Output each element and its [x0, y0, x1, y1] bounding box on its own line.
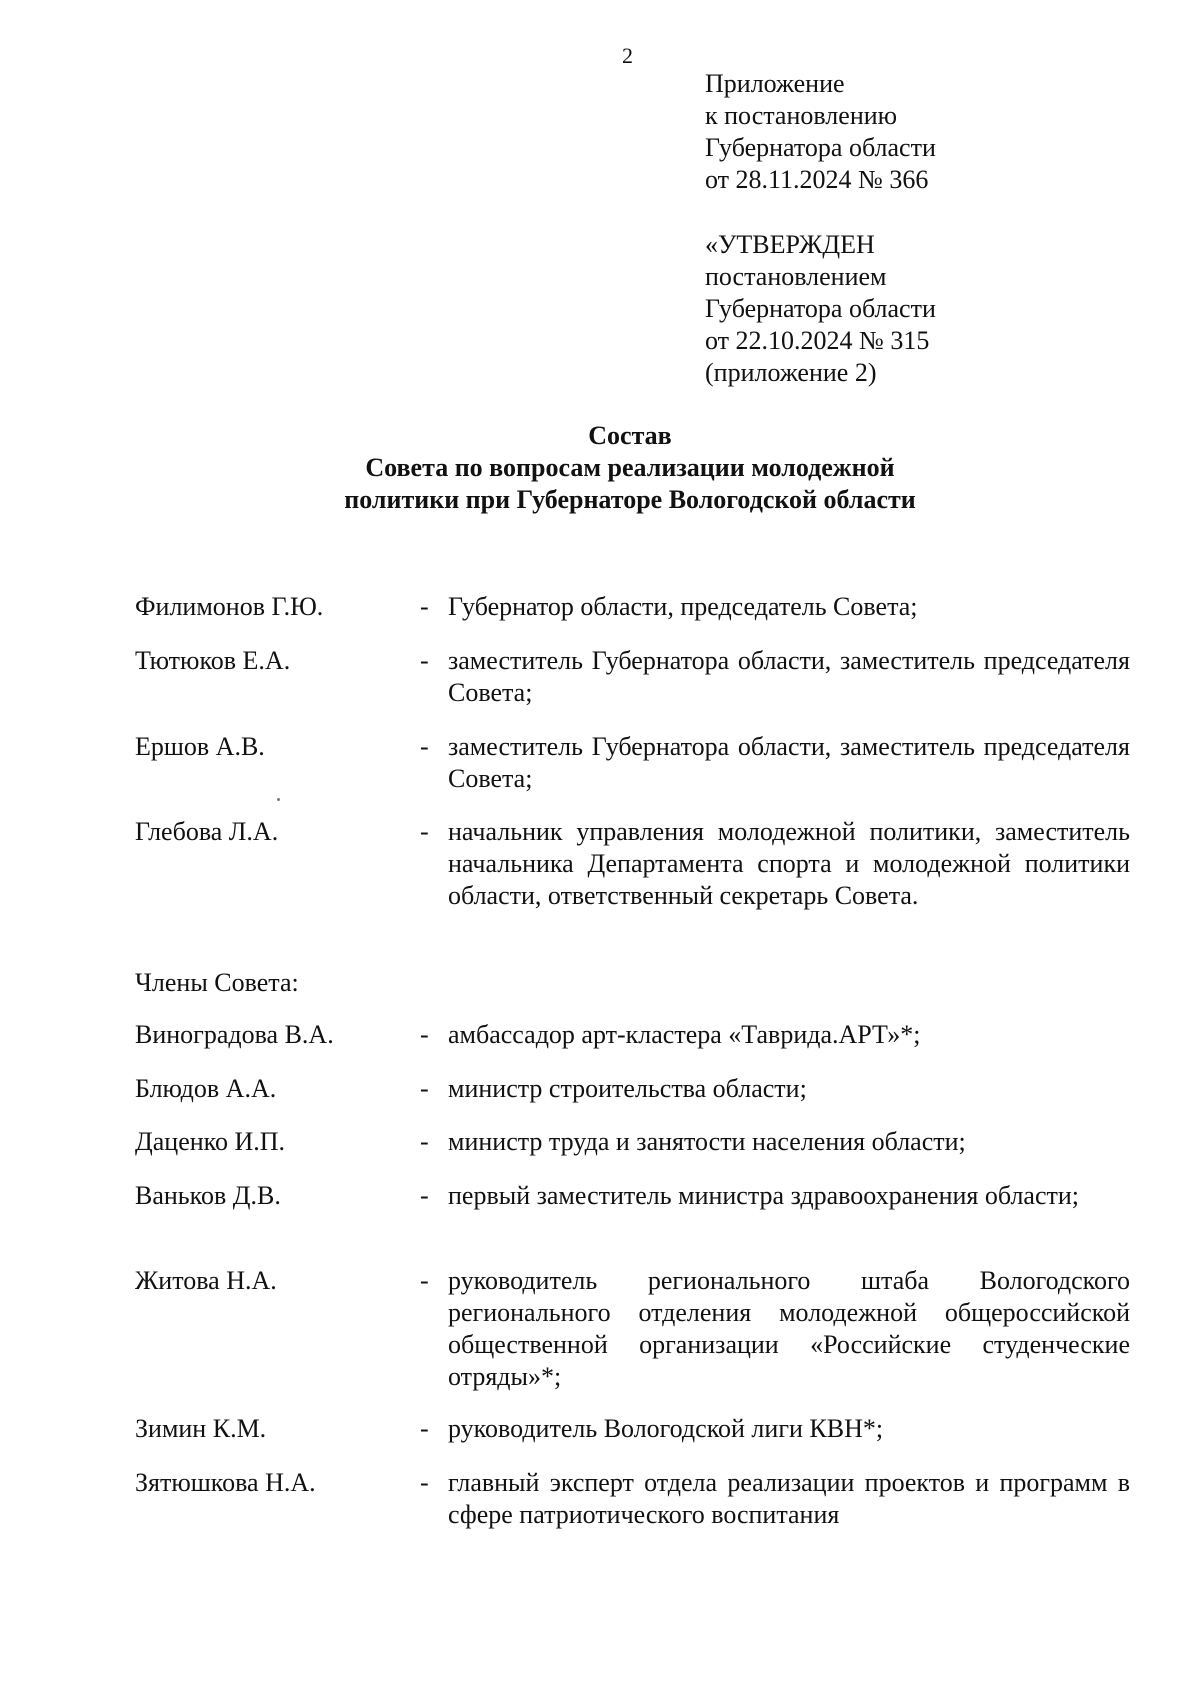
entry-dash: - [420, 1020, 429, 1049]
approved-line: Губернатора области [705, 294, 936, 323]
approved-line: «УТВЕРЖДЕН [705, 230, 875, 259]
person-name: Даценко И.П. [135, 1127, 286, 1156]
approved-line: от 22.10.2024 № 315 [705, 326, 930, 355]
person-name: Филимонов Г.Ю. [135, 592, 324, 621]
entry-dash: - [420, 1127, 429, 1156]
page-number: 2 [622, 43, 633, 68]
person-name: Ершов А.В. [135, 732, 265, 761]
person-role: министр строительства области; [448, 1074, 807, 1103]
appendix-line: Приложение [705, 69, 845, 98]
title-line: политики при Губернаторе Вологодской области [344, 485, 916, 514]
entry-dash: - [420, 1266, 429, 1295]
person-name: Виноградова В.А. [135, 1020, 334, 1049]
title-line: Состав [588, 421, 672, 450]
members-heading: Члены Совета: [135, 968, 299, 997]
person-role: первый заместитель министра здравоохранения области; [448, 1181, 1080, 1210]
appendix-header [705, 68, 936, 196]
entry-dash: - [420, 646, 429, 675]
person-role: главный эксперт отдела реализации проектов и программ в сфере патриотического воспитания [448, 1468, 1130, 1529]
entry-dash: - [420, 1181, 429, 1210]
scan-speck [277, 798, 280, 801]
entry-dash: - [420, 1468, 429, 1497]
appendix-line: к постановлению [705, 101, 898, 130]
approved-line: постановлением [705, 262, 887, 291]
title-line: Совета по вопросам реализации молодежной [365, 453, 895, 482]
approved-header [705, 229, 936, 389]
person-name: Блюдов А.А. [135, 1074, 277, 1103]
entry-dash: - [420, 592, 429, 621]
person-name: Зятюшкова Н.А. [135, 1468, 316, 1497]
person-name: Ваньков Д.В. [135, 1181, 281, 1210]
person-role: министр труда и занятости населения области; [448, 1127, 966, 1156]
person-name: Тютюков Е.А. [135, 646, 291, 675]
approved-line: (приложение 2) [705, 358, 877, 387]
person-role: заместитель Губернатора области, заместитель председателя Совета; [448, 732, 1130, 793]
person-role: амбассадор арт-кластера «Таврида.АРТ»*; [448, 1020, 921, 1049]
entry-dash: - [420, 732, 429, 761]
person-name: Зимин К.М. [135, 1414, 267, 1443]
appendix-line: от 28.11.2024 № 366 [705, 165, 929, 194]
person-name: Житова Н.А. [135, 1266, 277, 1295]
entry-dash: - [420, 817, 429, 846]
document-title [0, 420, 1200, 516]
person-role: заместитель Губернатора области, заместитель председателя Совета; [448, 646, 1130, 707]
entry-dash: - [420, 1414, 429, 1443]
person-role: Губернатор области, председатель Совета; [448, 592, 918, 621]
person-role: начальник управления молодежной политики, заместитель начальника Департамента спорта и молодежной политики области, ответственный секретарь Совета. [448, 817, 1130, 910]
person-name: Глебова Л.А. [135, 817, 279, 846]
appendix-line: Губернатора области [705, 133, 936, 162]
person-role: руководитель Вологодской лиги КВН*; [448, 1414, 884, 1443]
person-role: руководитель регионального штаба Вологодского регионального отделения молодежной общероссийской общественной организации «Российские студенческие отряды»*; [448, 1266, 1130, 1391]
entry-dash: - [420, 1074, 429, 1103]
